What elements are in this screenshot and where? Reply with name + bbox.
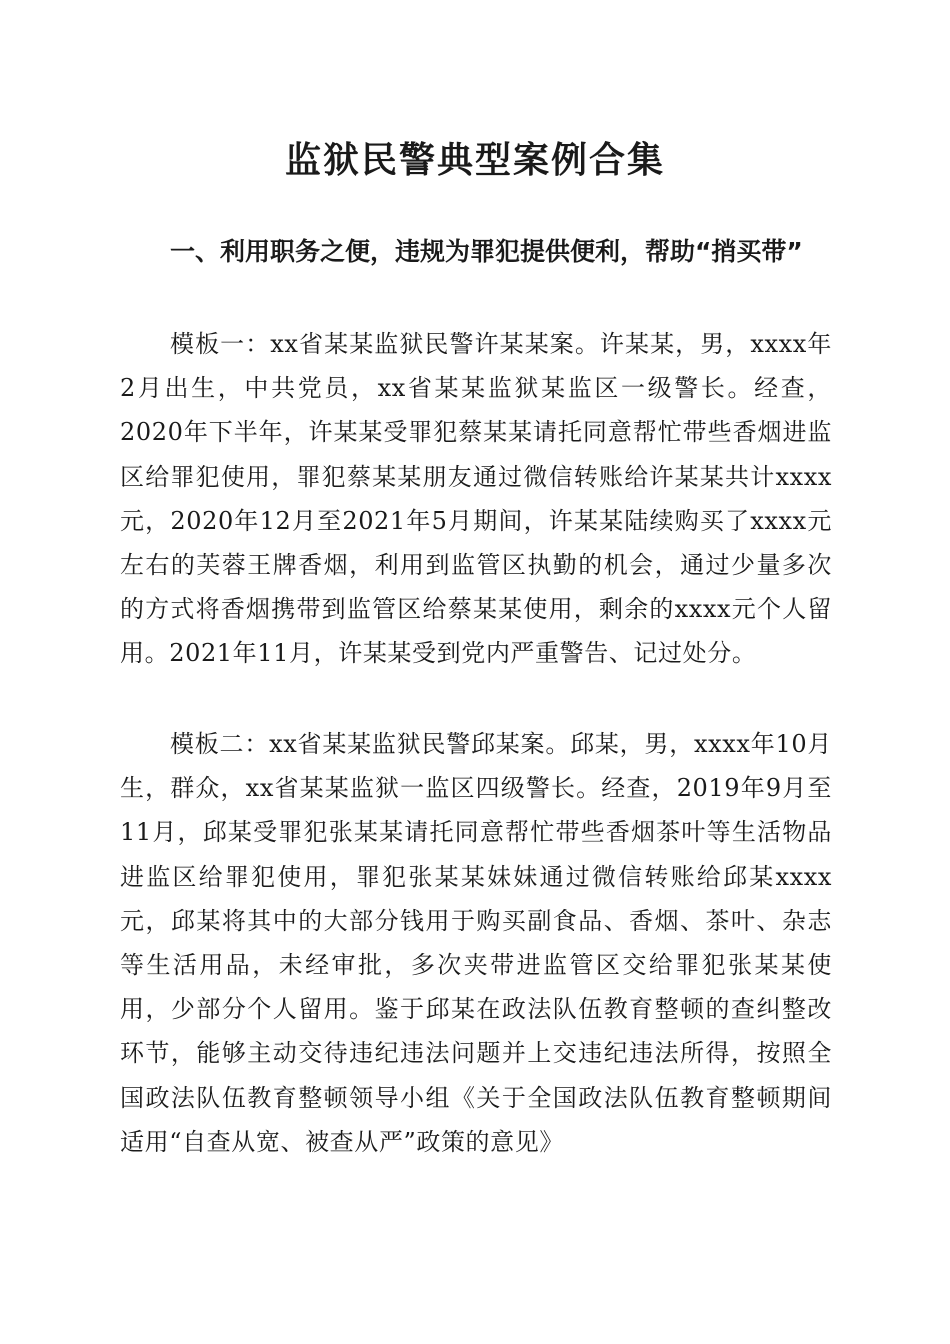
document-title: 监狱民警典型案例合集 xyxy=(284,139,665,181)
paragraph-case-2: 模板二：xx省某某监狱民警邱某案。邱某，男，xxxx年10月生，群众，xx省某某监狱一监区四级警长。经查，2019年9月至11月，邱某受罪犯张某某请托同意帮忙带些香烟茶叶等生活物品进监区给罪犯使用，罪犯张某某妹妹通过微信转账给邱某xxxx元，邱某将其中的大部分钱用于购买副食品、香烟、茶叶、杂志等生活用品，未经审批，多次夹带进监管区交给罪犯张某某使用，少部分个人留用。鉴于邱某在政法队伍教育整顿的查纠整改环节，能够主动交待违纪违法问题并上交违纪违法所得，按照全国政法队伍教育整顿领导小组《关于全国政法队伍教育整顿期间适用“自查从宽、被查从严”政策的意见》 xyxy=(120,730,832,1156)
paragraph-case-1: 模板一：xx省某某监狱民警许某某案。许某某，男，xxxx年2月出生，中共党员，xx省某某监狱某监区一级警长。经查，2020年下半年，许某某受罪犯蔡某某请托同意帮忙带些香烟进监区给罪犯使用，罪犯蔡某某朋友通过微信转账给许某某共计xxxx元，2020年12月至2021年5月期间，许某某陆续购买了xxxx元左右的芙蓉王牌香烟，利用到监管区执勤的机会，通过少量多次的方式将香烟携带到监管区给蔡某某使用，剩余的xxxx元个人留用。2021年11月，许某某受到党内严重警告、记过处分。 xyxy=(120,330,832,668)
section-heading: 一、利用职务之便，违规为罪犯提供便利，帮助“捎买带” xyxy=(170,237,803,266)
